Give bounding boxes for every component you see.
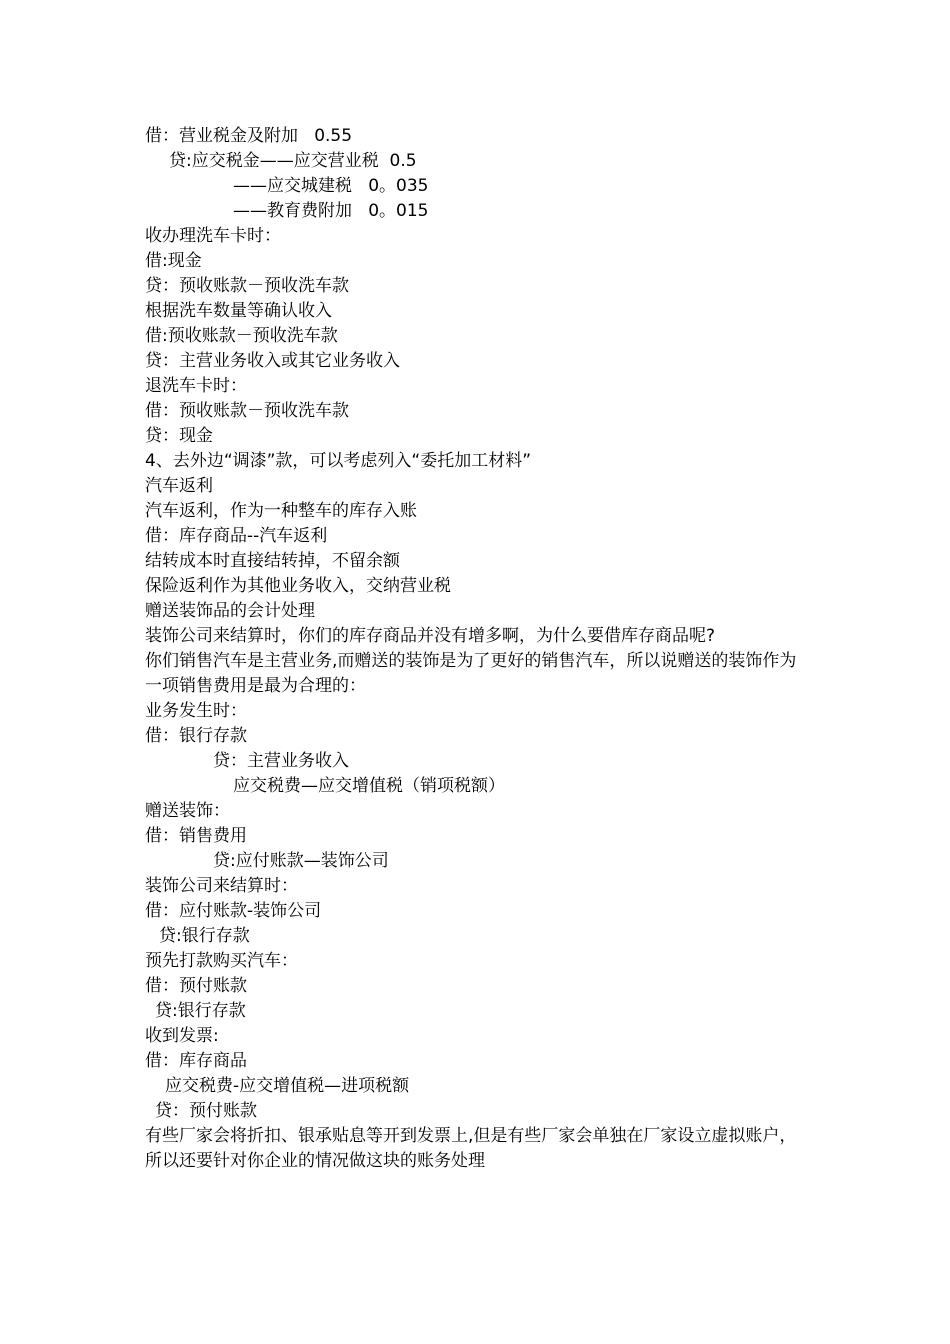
text-line: 结转成本时直接结转掉，不留余额 — [145, 551, 400, 571]
text-line: 4、去外边“调漆”款，可以考虑列入“委托加工材料” — [145, 451, 532, 471]
text-line: 应交税费-应交增值税—进项税额 — [165, 1076, 410, 1096]
text-line: 赠送装饰： — [145, 801, 230, 821]
text-line: 汽车返利，作为一种整车的库存入账 — [145, 501, 417, 521]
text-line: 退洗车卡时： — [145, 376, 247, 396]
text-line: 贷:银行存款 — [159, 926, 250, 946]
text-line: 贷：主营业务收入或其它业务收入 — [145, 351, 400, 371]
text-line: 根据洗车数量等确认收入 — [145, 301, 332, 321]
text-line: 借：预收账款－预收洗车款 — [145, 401, 349, 421]
text-line: 预先打款购买汽车： — [145, 951, 298, 971]
text-line: ——应交城建税 0。035 — [233, 176, 429, 196]
text-line: 贷：预收账款－预收洗车款 — [145, 276, 349, 296]
text-line: 收到发票: — [145, 1026, 219, 1046]
text-line: 汽车返利 — [145, 476, 213, 496]
text-line: 贷：预付账款 — [155, 1101, 257, 1121]
document-body — [145, 124, 810, 1174]
text-line: 借：销售费用 — [145, 826, 247, 846]
text-line: 借:现金 — [145, 251, 202, 271]
text-line: 借：库存商品 — [145, 1051, 247, 1071]
text-line: 借：营业税金及附加 0.55 — [145, 126, 353, 146]
text-line: 借：应付账款-装饰公司 — [145, 901, 322, 921]
text-line: 借：库存商品--汽车返利 — [145, 526, 328, 546]
text-line: 贷:银行存款 — [155, 1001, 246, 1021]
text-line: 借:预收账款－预收洗车款 — [145, 326, 338, 346]
text-line: 贷：主营业务收入 — [213, 751, 349, 771]
text-paragraph: 有些厂家会将折扣、银承贴息等开到发票上,但是有些厂家会单独在厂家设立虚拟账户，所以还要针对你企业的情况做这块的账务处理 — [145, 1126, 797, 1171]
text-line: 借：银行存款 — [145, 726, 247, 746]
text-line: 贷：现金 — [145, 426, 213, 446]
text-line: 借：预付账款 — [145, 976, 247, 996]
text-line: 应交税费—应交增值税（销项税额） — [233, 776, 505, 796]
text-paragraph: 你们销售汽车是主营业务,而赠送的装饰是为了更好的销售汽车，所以说赠送的装饰作为一项销售费用是最为合理的： — [145, 651, 797, 696]
text-line: 装饰公司来结算时，你们的库存商品并没有增多啊，为什么要借库存商品呢? — [145, 626, 716, 646]
text-line: 装饰公司来结算时： — [145, 876, 298, 896]
text-line: ——教育费附加 0。015 — [233, 201, 429, 221]
text-line: 业务发生时： — [145, 701, 247, 721]
text-line: 赠送装饰品的会计处理 — [145, 601, 315, 621]
text-line: 保险返利作为其他业务收入，交纳营业税 — [145, 576, 451, 596]
text-line: 贷:应付账款—装饰公司 — [213, 851, 389, 871]
text-line: 收办理洗车卡时： — [145, 226, 281, 246]
text-line: 贷:应交税金——应交营业税 0.5 — [169, 151, 417, 171]
